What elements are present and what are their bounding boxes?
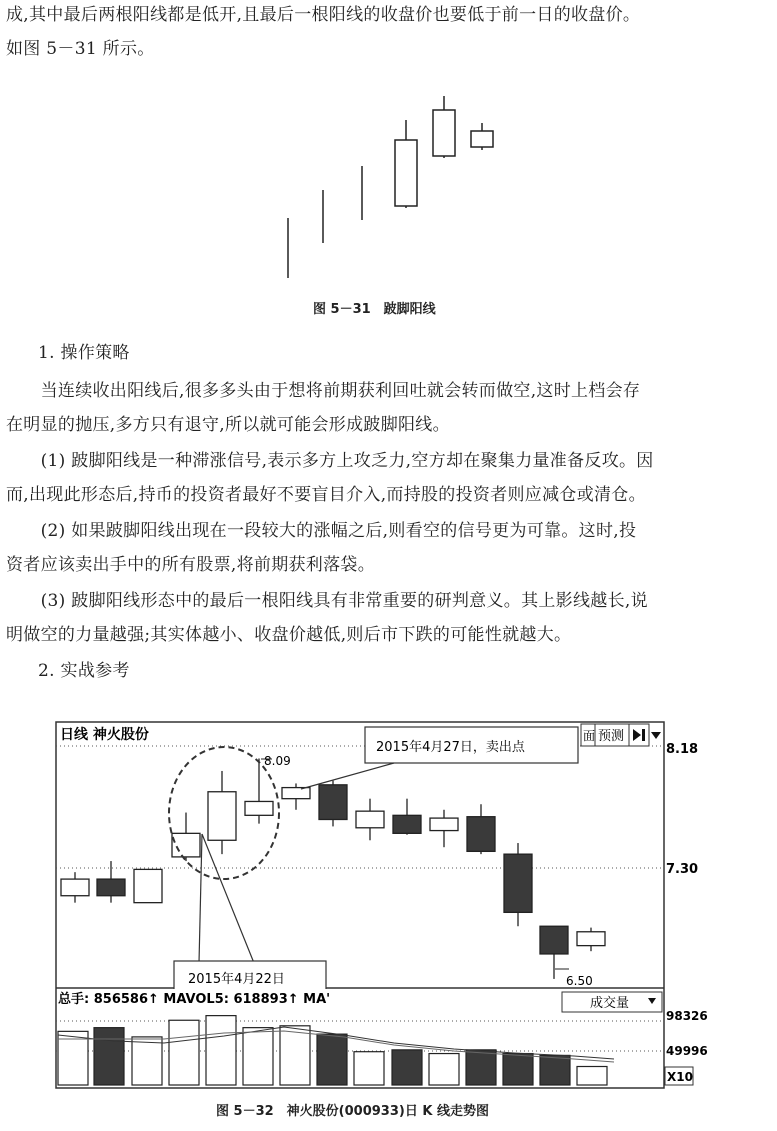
volume-bar [169,1020,199,1085]
chart-toolbar [581,724,661,746]
chart-title: 日线 神火股份 [60,727,149,743]
volume-multiplier: X10 [667,1070,693,1084]
candle-body-yin [467,817,495,852]
text-line: 当连续收出阳线后,很多多头由于想将前期获利回吐就会转而做空,这时上档会存 [6,381,641,401]
volume-bar [206,1016,236,1085]
candle-body-yang [430,818,458,830]
forecast-label: 预测 [598,729,625,744]
candle-body-yin [319,785,347,820]
price-axis-label: 7.30 [666,862,699,877]
volume-header: 总手: 856586↑ MAVOL5: 618893↑ MA' [58,992,331,1007]
volume-axis-label: 49996 [666,1044,708,1058]
figure-5-32-caption: 图 5－32 神火股份(000933)日 K 线走势图 [216,1104,489,1119]
paragraph-intro [6,0,771,64]
candle-body-yang [208,792,236,841]
volume-bar [243,1028,273,1085]
volume-bar [540,1055,570,1085]
volume-selector-label: 成交量 [590,996,630,1011]
high-marker [261,754,291,768]
candle-body-yang [282,788,310,799]
candle-body-yang [172,833,200,857]
text-line: 在明显的抛压,多方只有退守,所以就可能会形成跛脚阳线。 [6,415,450,435]
volume-bar [466,1050,496,1085]
callout-sell-text: 2015年4月27日，卖出点 [376,740,525,755]
volume-bar [392,1050,422,1085]
candle-body-yang [356,811,384,828]
candle-body-yin [504,854,532,912]
figure-5-31-candles [260,88,500,288]
text-line: (2) 如果跛脚阳线出现在一段较大的涨幅之后,则看空的信号更为可靠。这时,投 [6,521,637,541]
candle-body-yang [471,131,493,147]
text-line: 而,出现此形态后,持币的投资者最好不要盲目介入,而持股的投资者则应减仓或清仓。 [6,485,646,505]
candle-body-yin [540,926,568,954]
toolbar-box-label: 面 [583,729,596,743]
candle-body-yin [393,815,421,833]
text-line: 明做空的力量越强;其实体越小、收盘价越低,则后市下跌的可能性就越大。 [6,625,572,645]
low-marker-label: 6.50 [566,974,593,988]
text-line: (1) 跛脚阳线是一种滞涨信号,表示多方上攻乏力,空方却在聚集力量准备反攻。因 [6,451,654,471]
volume-bar [317,1034,347,1085]
volume-bar [503,1054,533,1085]
callout-date-text: 2015年4月22日 [188,972,285,987]
text-line: (3) 跛脚阳线形态中的最后一根阳线具有非常重要的研判意义。其上影线越长,说 [6,591,648,611]
text-line: 成,其中最后两根阳线都是低开,且最后一根阳线的收盘价也要低于前一日的收盘价。 [6,5,641,25]
volume-bar [132,1037,162,1085]
volume-bar [280,1026,310,1085]
candle-body-yang [134,869,162,902]
volume-bar [94,1028,124,1085]
figure-5-31-caption: 图 5－31 跛脚阳线 [313,302,436,317]
text-line: 如图 5－31 所示。 [6,39,155,59]
high-marker-label: 8.09 [264,754,291,768]
volume-bar [429,1054,459,1085]
candle-body-yang [61,879,89,896]
figure-5-32-kline-chart [54,721,708,1091]
candle-body-yang [577,932,605,946]
candle-body-yang [433,110,455,156]
text-line: 资者应该卖出手中的所有股票,将前期获利落袋。 [6,555,376,575]
candle-body-yin [97,879,125,896]
volume-axis-label: 98326 [666,1009,708,1023]
candle-body-yang [395,140,417,206]
paragraph-strategy [6,338,771,686]
volume-bar [577,1067,607,1086]
section-heading: 1. 操作策略 [38,343,130,363]
price-axis-label: 8.18 [666,742,699,757]
section-heading: 2. 实战参考 [38,661,130,681]
volume-bar [354,1052,384,1085]
candle-body-yang [245,801,273,815]
